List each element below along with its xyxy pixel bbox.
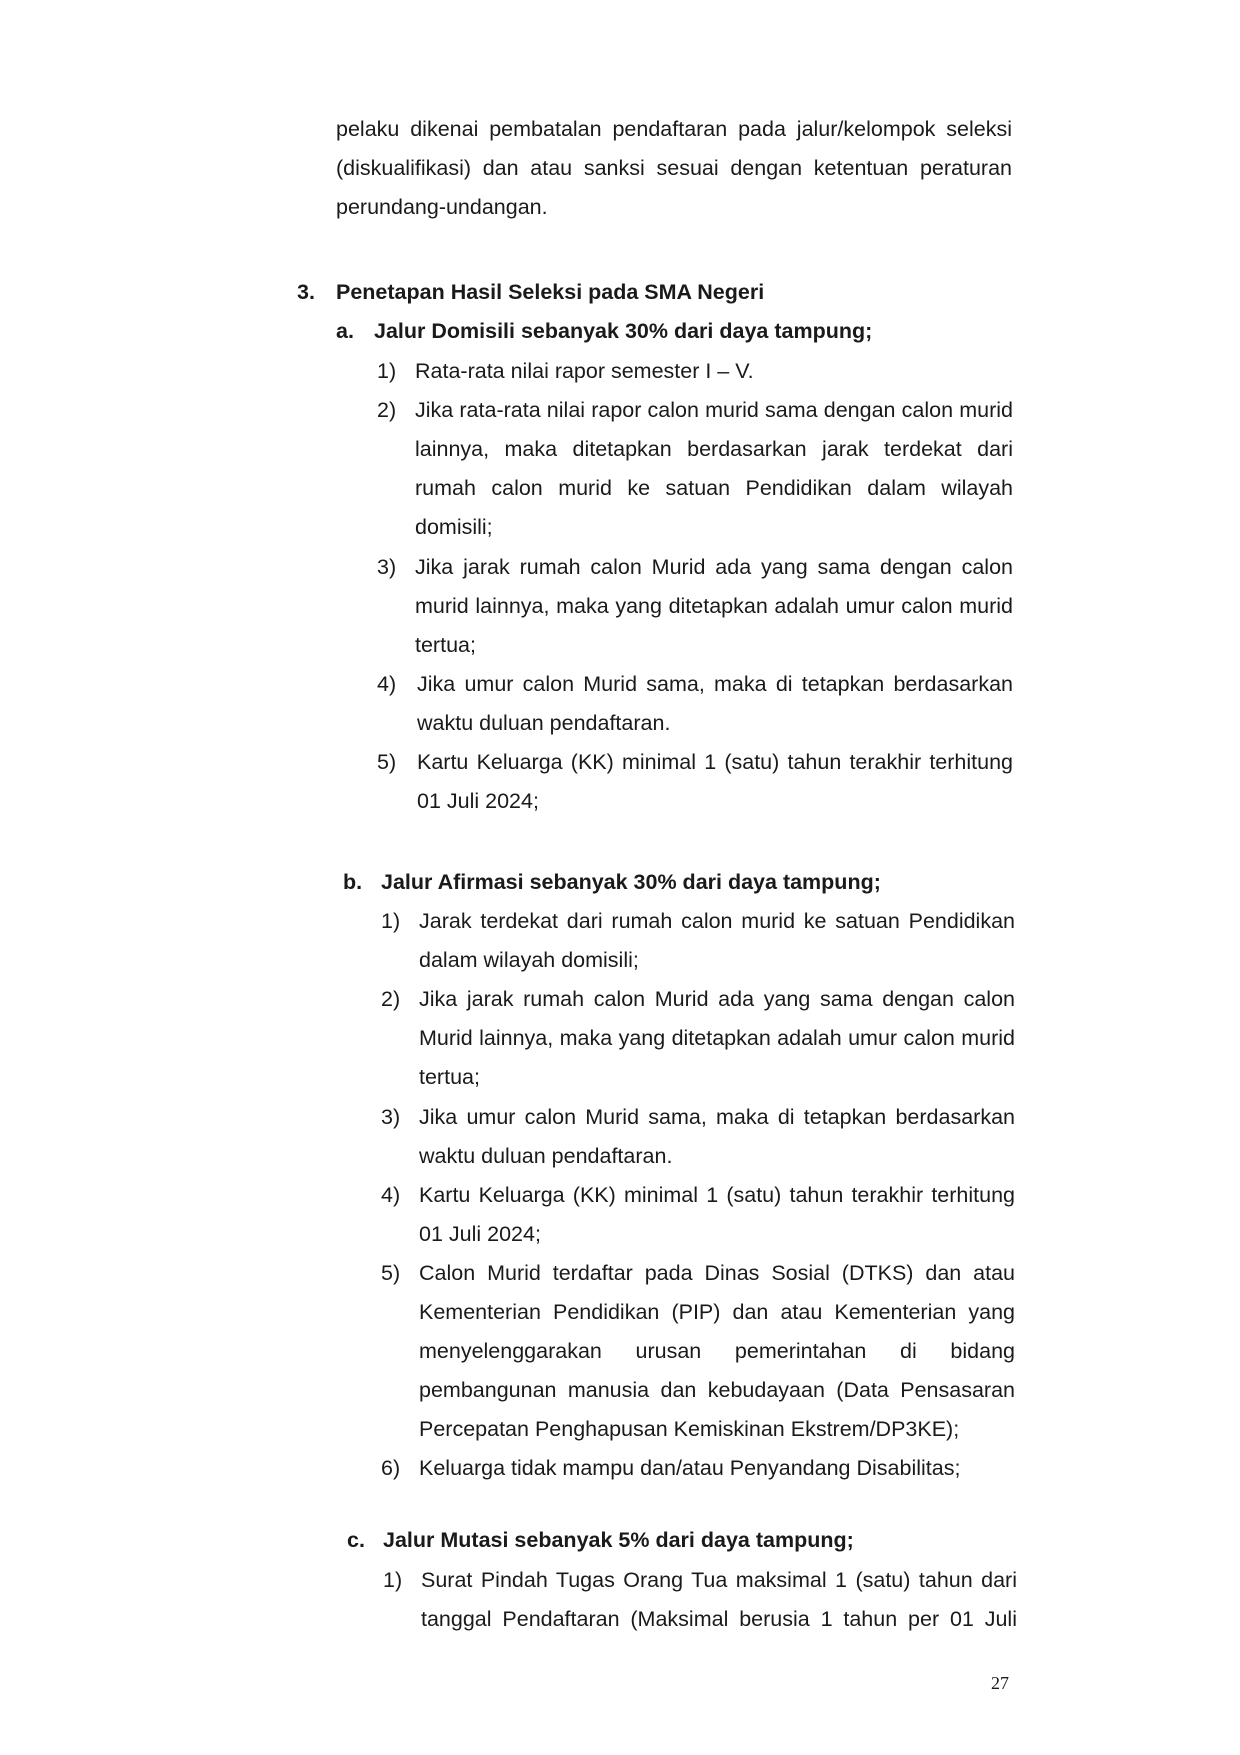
section-number: 3. bbox=[297, 280, 315, 304]
subsection-letter: c. bbox=[347, 1528, 365, 1552]
list-item-number: 3) bbox=[377, 555, 397, 579]
list-item-text: Jika umur calon Murid sama, maka di tetapkan berdasarkan waktu duluan pendaftaran. bbox=[417, 672, 1013, 735]
page-number: 27 bbox=[991, 1673, 1009, 1693]
list-item-text: Jarak terdekat dari rumah calon murid ke satuan Pendidikan dalam wilayah domisili; bbox=[419, 909, 1015, 972]
list-item-text: Kartu Keluarga (KK) minimal 1 (satu) tahun terakhir terhitung 01 Juli 2024; bbox=[417, 750, 1013, 813]
list-item-number: 2) bbox=[381, 987, 401, 1011]
list-item-number: 5) bbox=[381, 1261, 401, 1285]
list-item-text: Kartu Keluarga (KK) minimal 1 (satu) tahun terakhir terhitung 01 Juli 2024; bbox=[419, 1183, 1015, 1246]
list-item-number: 1) bbox=[377, 359, 397, 383]
list-item-number: 6) bbox=[381, 1456, 401, 1480]
subsection-title: Jalur Afirmasi sebanyak 30% dari daya tampung; bbox=[381, 870, 881, 894]
list-item-number: 4) bbox=[381, 1183, 401, 1207]
list-item-text: Jika jarak rumah calon Murid ada yang sama dengan calon murid lainnya, maka yang ditetapkan adalah umur calon murid tertua; bbox=[415, 555, 1013, 657]
list-item-text: Keluarga tidak mampu dan/atau Penyandang Disabilitas; bbox=[419, 1456, 961, 1480]
list-item-text: Rata-rata nilai rapor semester I – V. bbox=[415, 359, 754, 383]
list-item-number: 5) bbox=[377, 750, 397, 774]
intro-paragraph: pelaku dikenai pembatalan pendaftaran pada jalur/kelompok seleksi (diskualifikasi) dan atau sanksi sesuai dengan ketentuan peraturan perundang-undangan. bbox=[336, 117, 1012, 219]
section-title: Penetapan Hasil Seleksi pada SMA Negeri bbox=[336, 280, 765, 304]
subsection-letter: b. bbox=[343, 870, 363, 894]
list-item-text: Surat Pindah Tugas Orang Tua maksimal 1 (satu) tahun dari tanggal Pendaftaran (Maksimal berusia 1 tahun per 01 Juli bbox=[421, 1568, 1017, 1631]
list-item-text: Jika jarak rumah calon Murid ada yang sama dengan calon Murid lainnya, maka yang ditetapkan adalah umur calon murid tertua; bbox=[419, 987, 1015, 1089]
list-item-number: 1) bbox=[381, 909, 401, 933]
list-item-text: Calon Murid terdaftar pada Dinas Sosial (DTKS) dan atau Kementerian Pendidikan (PIP) dan atau Kementerian yang menyelenggarakan urusan pemerintahan di bidang pembangunan manusia dan kebudayaan (Data Pensasaran Percepatan Penghapusan Kemiskinan Ekstrem/DP3KE); bbox=[419, 1261, 1015, 1441]
list-item-number: 3) bbox=[381, 1105, 401, 1129]
list-item-text: Jika umur calon Murid sama, maka di tetapkan berdasarkan waktu duluan pendaftaran. bbox=[419, 1105, 1015, 1168]
list-item-text: Jika rata-rata nilai rapor calon murid sama dengan calon murid lainnya, maka ditetapkan berdasarkan jarak terdekat dari rumah calon murid ke satuan Pendidikan dalam wilayah domisili; bbox=[415, 398, 1013, 539]
subsection-letter: a. bbox=[336, 319, 354, 343]
subsection-title: Jalur Mutasi sebanyak 5% dari daya tampung; bbox=[383, 1528, 854, 1552]
subsection-title: Jalur Domisili sebanyak 30% dari daya tampung; bbox=[374, 319, 873, 343]
list-item-number: 1) bbox=[383, 1568, 403, 1592]
list-item-number: 4) bbox=[377, 672, 397, 696]
list-item-number: 2) bbox=[377, 398, 397, 422]
